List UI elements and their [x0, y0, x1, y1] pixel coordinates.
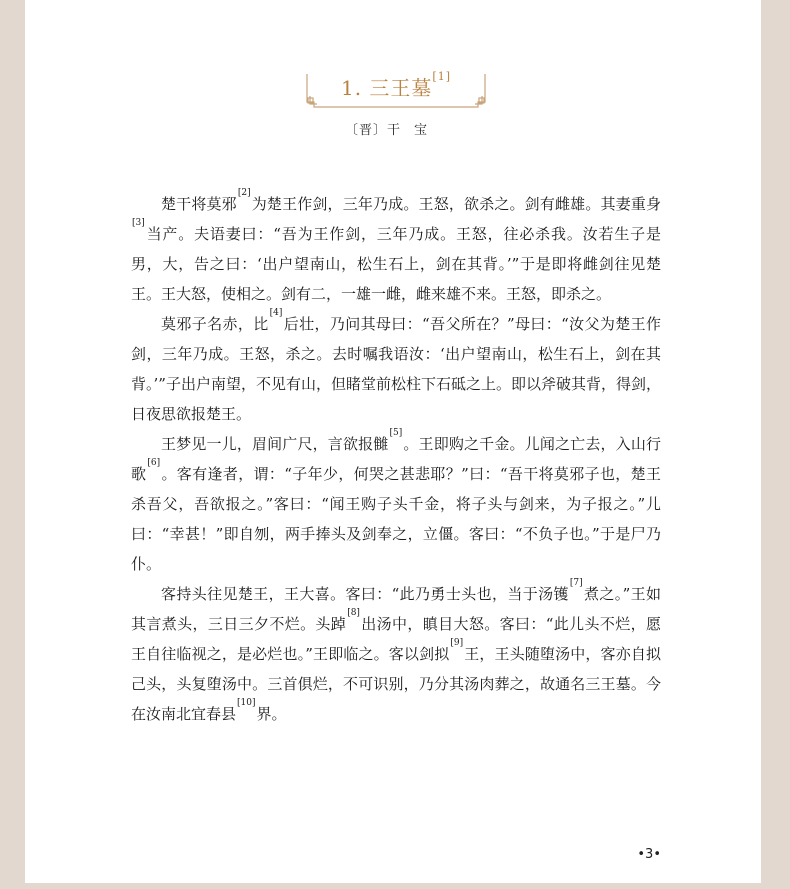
footnote-marker: [3]	[132, 218, 145, 228]
paragraph-text: 客持头往见楚王，王大喜。客曰：“此乃勇士头也，当于汤镬	[161, 585, 569, 603]
paragraph	[131, 579, 661, 729]
footnote-marker: [10]	[237, 698, 256, 708]
footnote-marker: [6]	[147, 458, 161, 468]
chapter-title: 1. 三王墓[1]	[340, 70, 452, 100]
paragraph-text: 煮之。”王如其言煮头，三日三夕不烂。头踔	[131, 585, 662, 633]
author-line	[25, 119, 761, 138]
paragraph	[131, 309, 661, 429]
paragraph-text: 出汤中，瞋目大怒。客曰：“此儿头不烂，愿王自往临视之，是必烂也。”王即临之。客以剑拟	[131, 615, 661, 663]
page-number: •3•	[637, 847, 661, 862]
paragraph-text: 莫邪子名赤，比	[161, 315, 269, 333]
footnote-marker: [7]	[569, 578, 583, 588]
footnote-marker: [4]	[269, 308, 283, 318]
paragraph-text: 当产。夫语妻曰：“吾为王作剑，三年乃成。王怒，往必杀我。汝若生子是男，大，告之曰：‘出户望南山，松生石上，剑在其背。’”于是即将雌剑往见楚王。王大怒，使相之。剑有二，一雄一雌，雌来雄不来。王怒，即杀之。	[131, 225, 661, 303]
paragraph-text: 王梦见一儿，眉间广尺，言欲报雠	[161, 435, 389, 453]
paragraph-text: 楚干将莫邪	[161, 195, 237, 213]
chapter-heading	[305, 68, 487, 108]
paragraph-text: 。王即购之千金。儿闻之亡去，入山行歌	[131, 435, 661, 483]
paragraph-text: 界。	[256, 705, 287, 723]
paragraph-text: 王，王头随堕汤中，客亦自拟己头，头复堕汤中。三首俱烂，不可识别，乃分其汤肉葬之，故通名三王墓。今在汝南北宜春县	[131, 645, 661, 723]
footnote-marker: [5]	[389, 428, 403, 438]
book-page	[25, 0, 761, 883]
author-dynasty: 〔晋〕	[344, 123, 387, 138]
paragraph	[131, 189, 661, 309]
footnote-marker: [2]	[237, 188, 251, 198]
title-footnote-marker: [1]	[432, 70, 452, 83]
paragraph-text: 为楚王作剑，三年乃成。王怒，欲杀之。剑有雌雄。其妻重身	[251, 195, 661, 213]
paragraph-text: 。客有逢者，谓：“子年少，何哭之甚悲耶？”曰：“吾干将莫邪子也，楚王杀吾父，吾欲报之。”客曰：“闻王购子头千金，将子头与剑来，为子报之。”儿曰：“幸甚！”即自刎，两手捧头及剑奉之，立僵。客曰：“不负子也。”于是尸乃仆。	[131, 465, 661, 573]
paragraph	[131, 429, 661, 579]
footnote-marker: [8]	[347, 608, 360, 618]
footnote-marker: [9]	[450, 638, 464, 648]
text-body	[131, 189, 661, 729]
paragraph-text: 后壮，乃问其母曰：“吾父所在？”母曰：“汝父为楚王作剑，三年乃成。王怒，杀之。去时嘱我语汝：‘出户望南山，松生石上，剑在其背。’”子出户南望，不见有山，但睹堂前松柱下石砥之上。即以斧破其背，得剑，日夜思欲报楚王。	[131, 315, 661, 423]
author-name: 干宝	[387, 123, 442, 138]
